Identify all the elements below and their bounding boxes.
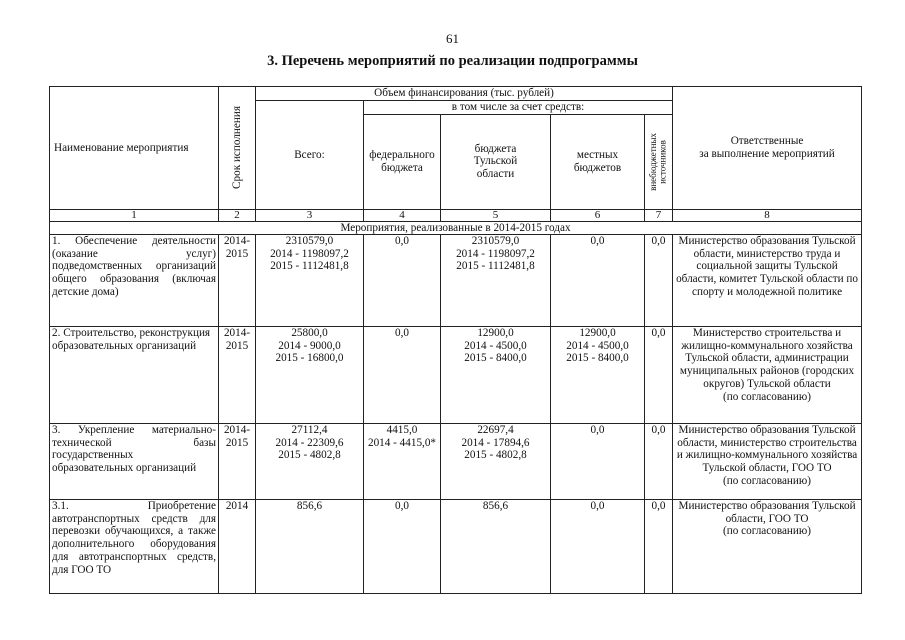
page-number: 61 <box>446 31 459 46</box>
row-local: 0,0 <box>551 423 645 499</box>
row-extra: 0,0 <box>645 499 673 593</box>
page-title: 3. Перечень мероприятий по реализации подпрограммы <box>267 53 638 69</box>
row-regional: 2310579,0 2014 - 1198097,2 2015 - 1112481,8 <box>441 234 551 326</box>
table-row <box>50 326 862 423</box>
column-numbers-row <box>50 209 862 221</box>
row-responsible: Министерство образования Тульской области, министерство строительства и жилищно-коммунального хозяйства Тульской области, ГОО ТО (по согласованию) <box>673 423 862 499</box>
section-row <box>50 221 862 234</box>
row-term: 2014- 2015 <box>219 423 256 499</box>
row-federal: 4415,0 2014 - 4415,0* <box>364 423 441 499</box>
row-regional: 856,6 <box>441 499 551 593</box>
table-row <box>50 234 862 326</box>
header-name: Наименование мероприятия <box>50 87 219 210</box>
row-total: 27112,4 2014 - 22309,6 2015 - 4802,8 <box>256 423 364 499</box>
row-term: 2014 <box>219 499 256 593</box>
header-total: Всего: <box>256 101 364 210</box>
header-extra: внебюджетных источников <box>645 114 673 209</box>
table-row <box>50 499 862 593</box>
header-regional: бюджета Тульской области <box>441 114 551 209</box>
row-name: 3. Укрепление материально-технической базы государственных образовательных организаций <box>50 423 219 499</box>
column-number: 5 <box>441 209 551 221</box>
row-federal: 0,0 <box>364 326 441 423</box>
row-responsible: Министерство образования Тульской области, ГОО ТО (по согласованию) <box>673 499 862 593</box>
row-responsible: Министерство образования Тульской области, министерство труда и социальной защиты Тульской области, комитет Тульской области по спорту и молодежной политике <box>673 234 862 326</box>
row-federal: 0,0 <box>364 499 441 593</box>
row-regional: 22697,4 2014 - 17894,6 2015 - 4802,8 <box>441 423 551 499</box>
column-number: 4 <box>364 209 441 221</box>
row-local: 0,0 <box>551 499 645 593</box>
header-responsible: Ответственные за выполнение мероприятий <box>673 87 862 210</box>
row-regional: 12900,0 2014 - 4500,0 2015 - 8400,0 <box>441 326 551 423</box>
table-row <box>50 423 862 499</box>
column-number: 3 <box>256 209 364 221</box>
row-total: 2310579,0 2014 - 1198097,2 2015 - 1112481,8 <box>256 234 364 326</box>
row-extra: 0,0 <box>645 234 673 326</box>
column-number: 8 <box>673 209 862 221</box>
row-responsible: Министерство строительства и жилищно-коммунального хозяйства Тульской области, администрации муниципальных районов (городских округов) Тульской области (по согласованию) <box>673 326 862 423</box>
row-extra: 0,0 <box>645 423 673 499</box>
row-term: 2014- 2015 <box>219 326 256 423</box>
header-including: в том числе за счет средств: <box>364 101 673 115</box>
row-local: 0,0 <box>551 234 645 326</box>
row-name: 2. Строительство, реконструкция образовательных организаций <box>50 326 219 423</box>
header-term: Срок исполнения <box>219 87 256 210</box>
column-number: 2 <box>219 209 256 221</box>
row-local: 12900,0 2014 - 4500,0 2015 - 8400,0 <box>551 326 645 423</box>
row-term: 2014- 2015 <box>219 234 256 326</box>
column-number: 7 <box>645 209 673 221</box>
column-number: 6 <box>551 209 645 221</box>
row-name: 3.1. Приобретение автотранспортных средств для перевозки обучающихся, а также дополнительного оборудования для автотранспортных средств, для ГОО ТО <box>50 499 219 593</box>
section-title: Мероприятия, реализованные в 2014-2015 годах <box>50 221 862 234</box>
row-total: 856,6 <box>256 499 364 593</box>
row-extra: 0,0 <box>645 326 673 423</box>
header-funding: Объем финансирования (тыс. рублей) <box>256 87 673 101</box>
row-name: 1. Обеспечение деятельности (оказание услуг) подведомственных организаций общего образования (включая детские дома) <box>50 234 219 326</box>
row-federal: 0,0 <box>364 234 441 326</box>
measures-table <box>49 86 862 594</box>
header-local: местных бюджетов <box>551 114 645 209</box>
column-number: 1 <box>50 209 219 221</box>
header-federal: федерального бюджета <box>364 114 441 209</box>
row-total: 25800,0 2014 - 9000,0 2015 - 16800,0 <box>256 326 364 423</box>
